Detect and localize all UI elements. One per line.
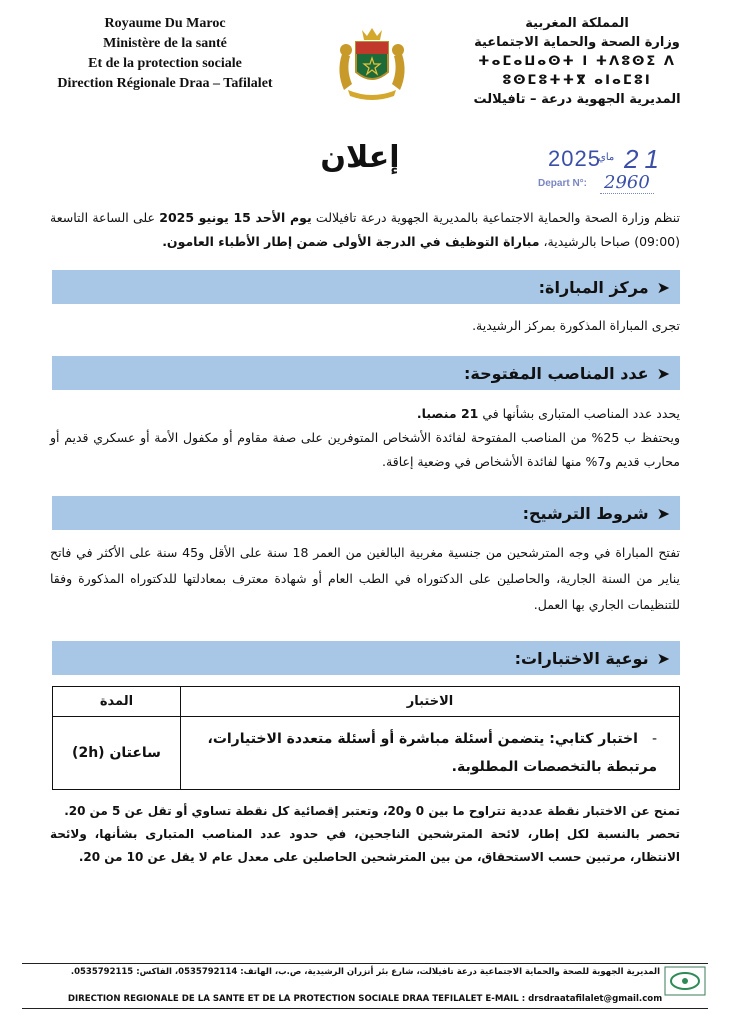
stamp-day: 21 xyxy=(624,144,665,174)
section-header-posts xyxy=(52,356,680,390)
departure-stamp xyxy=(538,142,688,198)
header-arabic-block xyxy=(447,14,707,109)
section-title-center: مركز المباراة: xyxy=(538,277,649,297)
header-fr-line-4: Direction Régionale Draa – Tafilalet xyxy=(57,76,273,91)
section-title-posts: عدد المناصب المفتوحة: xyxy=(463,363,649,383)
center-text: تجرى المباراة المذكورة بمركز الرشيدية. xyxy=(472,318,680,333)
footer-french-contact: DIRECTION REGIONALE DE LA SANTE ET DE LA PROTECTION SOCIALE DRAA TEFILALET E-MAIL : drsdraatafilalet@gmail.com xyxy=(67,994,663,1004)
posts-line-1-text: يحدد عدد المناصب المتبارى بشأنها في xyxy=(478,406,680,421)
intro-date: يوم الأحد 15 يونيو 2025 xyxy=(159,210,312,225)
footer-arabic-address: المديرية الجهوية للصحة والحماية الاجتماعية درعة تافيلالت، شارع بئر أنزران الرشيدية، ص.ب، الهاتف: 0535792114، الفاكس: 0535792115. xyxy=(70,967,660,977)
test-description: اختبار كتابي: يتضمن أسئلة مباشرة أو أسئلة متعددة الاختيارات، مرتبطة بالتخصصات المطلوبة. xyxy=(207,731,657,775)
tests-table xyxy=(52,686,680,790)
header-fr-line-1: Royaume Du Maroc xyxy=(104,16,226,31)
grading-line-1: تمنح عن الاختبار نقطة عددية تتراوح ما بين 0 و20، وتعتبر إقصائية كل نقطة تساوي أو تقل عن 5 من 20. xyxy=(64,804,680,818)
arrow-icon: ➤ xyxy=(656,363,670,383)
header-ar-region: المديرية الجهوية درعة – تافيلالت xyxy=(473,92,681,107)
intro-exam-name: مباراة التوظيف في الدرجة الأولى ضمن إطار الأطباء العامون. xyxy=(162,234,540,249)
arrow-icon: ➤ xyxy=(656,648,670,668)
header-fr-line-3: Et de la protection sociale xyxy=(88,56,242,71)
table-header-row xyxy=(53,687,680,717)
stamp-year: 2025 xyxy=(548,146,601,171)
header-ar-line-1: المملكة المغربية xyxy=(525,16,629,31)
section-title-tests: نوعية الاختبارات: xyxy=(514,648,649,668)
table-header-test: الاختبار xyxy=(181,687,680,717)
intro-text-1: تنظم وزارة الصحة والحماية الاجتماعية بالمديرية الجهوية درعة تافيلالت xyxy=(311,210,681,225)
posts-paragraph xyxy=(50,402,680,474)
section-header-tests xyxy=(52,641,680,675)
posts-line-2: ويحتفظ ب 25% من المناصب المفتوحة لفائدة الأشخاص المتوفرين على صفة مقاوم أو مكفول الأمة أو عسكري قديم أو محارب قديم و7% منها لفائدة الأشخاص في وضعية إعاقة. xyxy=(50,430,681,469)
header-french-block xyxy=(30,14,300,94)
header-ar-line-2: وزارة الصحة والحماية الاجتماعية xyxy=(474,35,680,50)
stamp-month: ماي xyxy=(598,152,615,163)
grading-paragraph xyxy=(50,800,680,869)
intro-text-2: على الساعة التاسعة (09:00) صباحا بالرشيدية، xyxy=(50,210,680,249)
posts-count: 21 منصبا. xyxy=(416,406,479,421)
table-cell-duration: ساعتان (2h) xyxy=(53,717,181,790)
stamp-depart-number: 2960 xyxy=(600,172,654,194)
bullet-dash: - xyxy=(651,731,657,747)
header-fr-line-2: Ministère de la santé xyxy=(103,36,227,51)
table-header-duration: المدة xyxy=(53,687,181,717)
grading-line-2: تحصر بالنسبة لكل إطار، لائحة المترشحين الناجحين، في حدود عدد المناصب المتبارى بشأنها، ولائحة الانتظار، مرتبين حسب الاستحقاق، من بين المترشحين الحاصلين على معدل عام لا يقل عن 10 من 20. xyxy=(50,827,680,864)
posts-line-1 xyxy=(50,402,680,426)
section-title-conditions: شروط الترشيح: xyxy=(522,503,649,523)
conditions-text: تفتح المباراة في وجه المترشحين من جنسية مغربية البالغين من العمر 18 سنة على الأقل و45 سنة على الأكثر في فاتح يناير من السنة الجارية، والحاصلين على الدكتوراه في الطب العام أو شهادة معترف بمعادلتها للدكتوراه المذكورة وفقا للتنظيمات الجاري بها العمل. xyxy=(50,545,680,612)
page-title: إعلان xyxy=(320,140,400,175)
intro-paragraph xyxy=(50,206,680,254)
section-header-center xyxy=(52,270,680,304)
table-cell-test xyxy=(181,717,680,790)
ministry-logo-icon xyxy=(664,966,706,996)
arrow-icon: ➤ xyxy=(656,277,670,297)
footer-divider-top xyxy=(22,963,708,964)
arrow-icon: ➤ xyxy=(656,503,670,523)
table-row xyxy=(53,717,680,790)
footer-divider-bottom xyxy=(22,1008,708,1009)
coat-of-arms-icon xyxy=(322,24,422,100)
header-tifinagh-line: ⵜⴰⵎⴰⵡⴰⵙⵜ ⵏ ⵜⴷⵓⵙⵉ ⴷ ⵓⵙⵎⵓⵜⵜⴳ ⴰⵏⴰⵎⵓⵏ xyxy=(478,54,676,88)
section-header-conditions xyxy=(52,496,680,530)
stamp-depart-label: Depart N°: xyxy=(538,178,588,189)
